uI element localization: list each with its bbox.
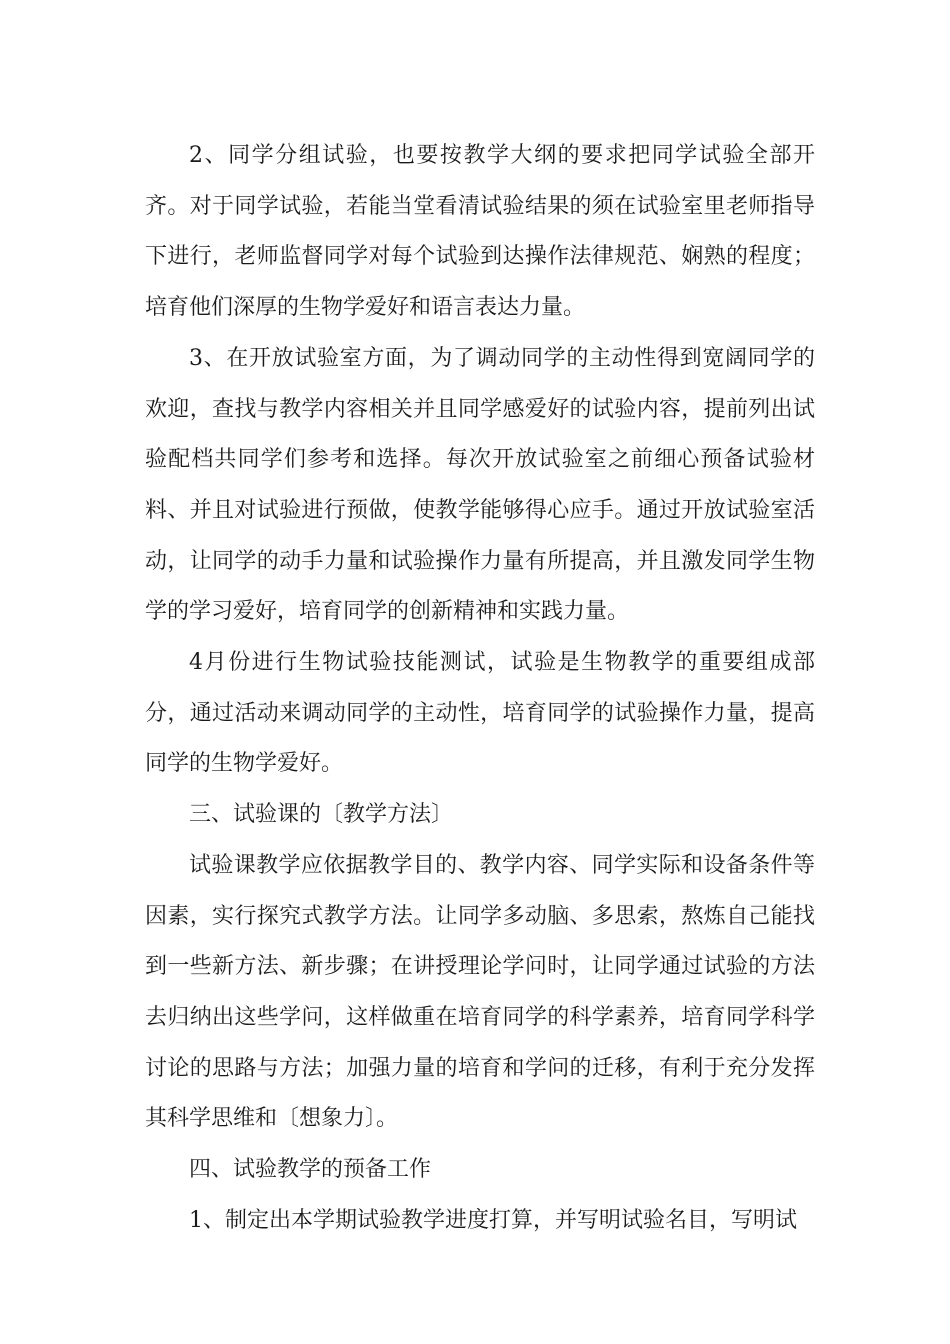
paragraph-teaching-methods: 试验课教学应依据教学目的、教学内容、同学实际和设备条件等因素，实行探究式教学方法。让同学多动脑、多思索，熬炼自己能找到一些新方法、新步骤；在讲授理论学问时，让同学通过试验的方法去归纳出这些学问，这样做重在培育同学的科学素养，培育同学科学讨论的思路与方法；加强力量的培育和学问的迁移，有利于充分发挥其科学思维和〔想象力〕。 [145,852,815,1132]
paragraph-open-lab: 3、在开放试验室方面，为了调动同学的主动性得到宽阔同学的欢迎，查找与教学内容相关并且同学感爱好的试验内容，提前列出试验配档共同学们参考和选择。每次开放试验室之前细心预备试验材料、并且对试验进行预做，使教学能够得心应手。通过开放试验室活动，让同学的动手力量和试验操作力量有所提高，并且激发同学生物学的学习爱好，培育同学的创新精神和实践力量。 [145,345,815,625]
section-heading-teaching-methods: 三、试验课的〔教学方法〕 [189,802,454,828]
section-heading-preparation: 四、试验教学的预备工作 [189,1157,432,1183]
paragraph-skill-test: 4月份进行生物试验技能测试，试验是生物教学的重要组成部分，通过活动来调动同学的主动性，培育同学的试验操作力量，提高同学的生物学爱好。 [145,650,815,777]
paragraph-group-experiments: 2、同学分组试验，也要按教学大纲的要求把同学试验全部开齐。对于同学试验，若能当堂看清试验结果的须在试验室里老师指导下进行，老师监督同学对每个试验到达操作法律规范、娴熟的程度；培育他们深厚的生物学爱好和语言表达力量。 [145,143,815,321]
paragraph-preparation-plan: 1、制定出本学期试验教学进度打算，并写明试验名目，写明试 [189,1207,797,1233]
document-body [145,131,815,1246]
